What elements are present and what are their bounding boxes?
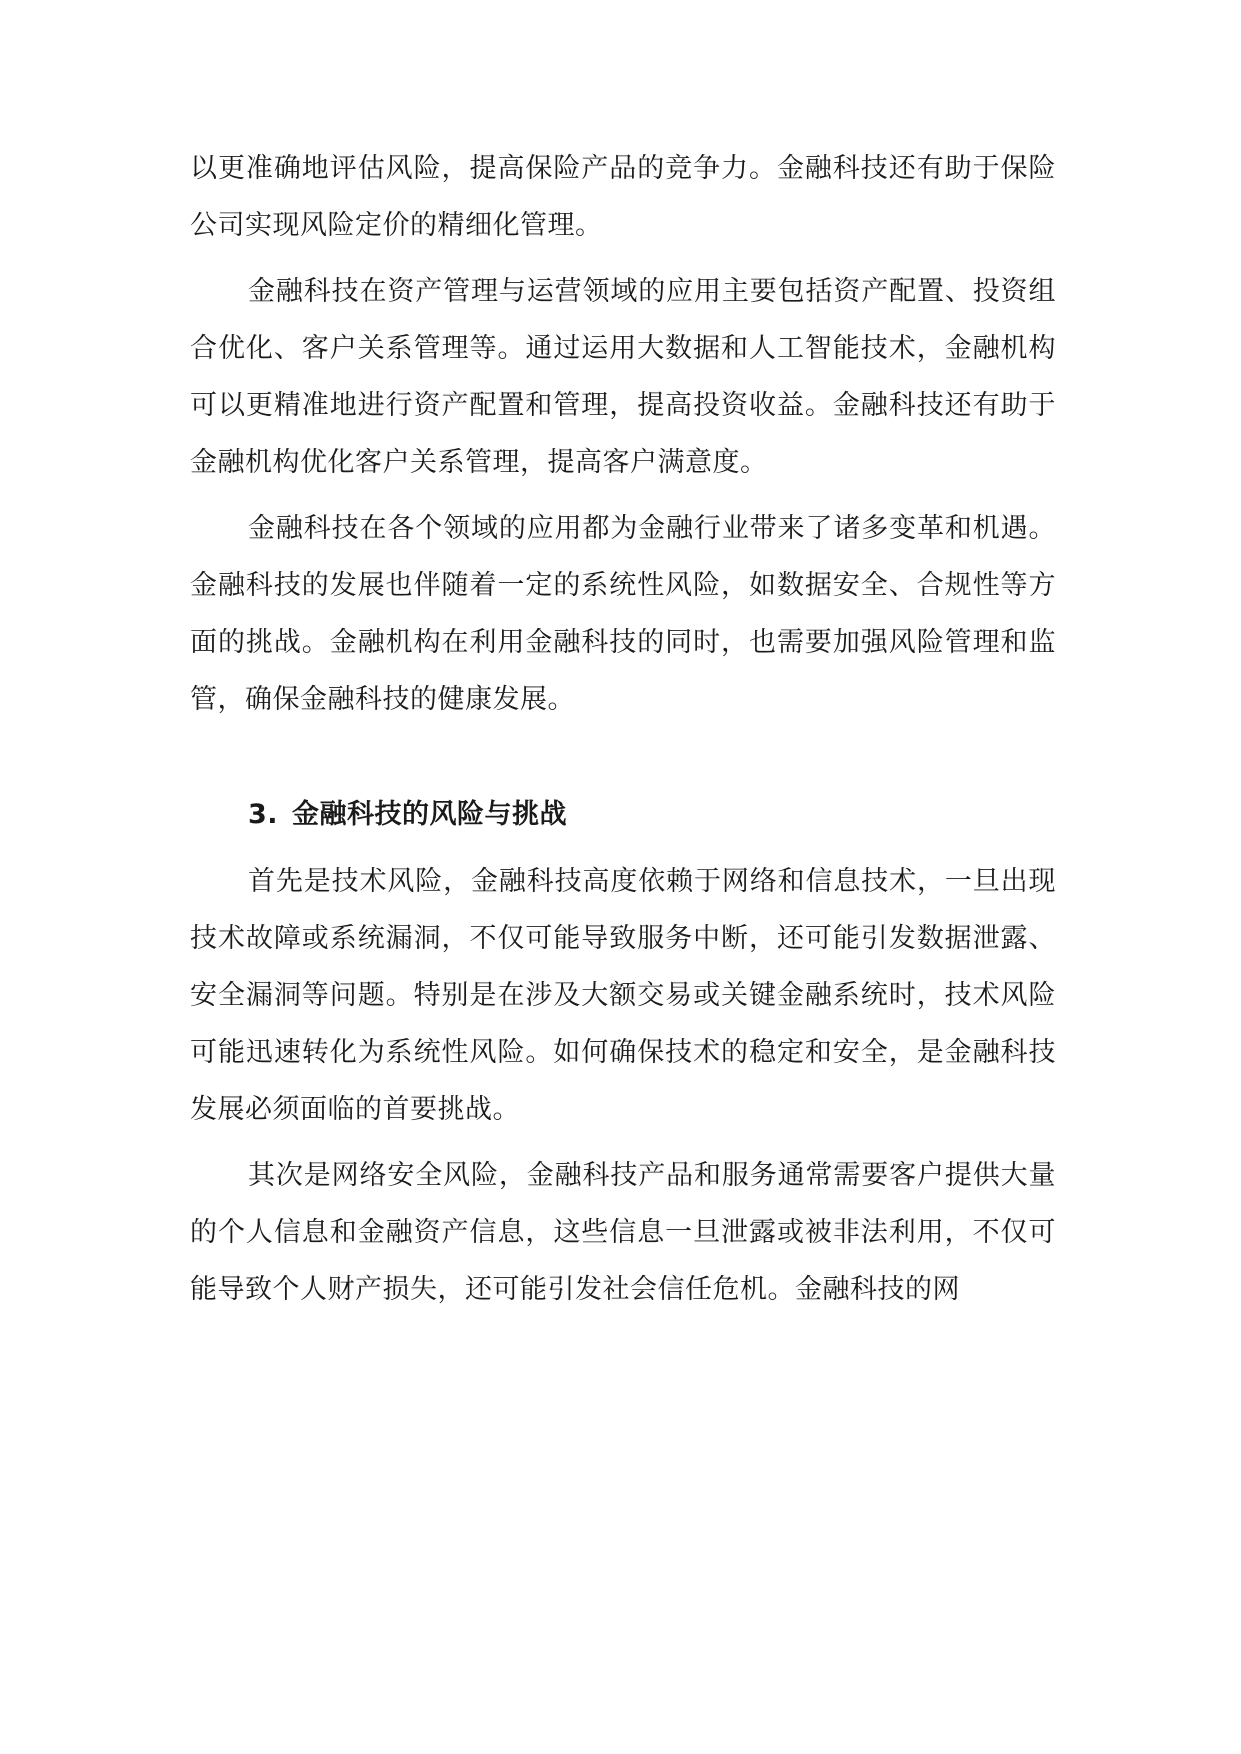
section-number: 3. bbox=[248, 799, 279, 830]
paragraph-industry-changes: 金融科技在各个领域的应用都为金融行业带来了诸多变革和机遇。金融科技的发展也伴随着一定的系统性风险，如数据安全、合规性等方面的挑战。金融机构在利用金融科技的同时，也需要加强风险管理和监管，确保金融科技的健康发展。 bbox=[190, 513, 1056, 715]
section-heading bbox=[190, 786, 1056, 843]
document-body bbox=[190, 140, 1056, 1327]
paragraph-continuation: 以更准确地评估风险，提高保险产品的竞争力。金融科技还有助于保险公司实现风险定价的精细化管理。 bbox=[190, 153, 1056, 241]
paragraph-network-security-risk: 其次是网络安全风险，金融科技产品和服务通常需要客户提供大量的个人信息和金融资产信息，这些信息一旦泄露或被非法利用，不仅可能导致个人财产损失，还可能引发社会信任危机。金融科技的网 bbox=[190, 1160, 1056, 1305]
paragraph-technical-risk: 首先是技术风险，金融科技高度依赖于网络和信息技术，一旦出现技术故障或系统漏洞，不仅可能导致服务中断，还可能引发数据泄露、安全漏洞等问题。特别是在涉及大额交易或关键金融系统时，技术风险可能迅速转化为系统性风险。如何确保技术的稳定和安全，是金融科技发展必须面临的首要挑战。 bbox=[190, 866, 1056, 1125]
paragraph-asset-management: 金融科技在资产管理与运营领域的应用主要包括资产配置、投资组合优化、客户关系管理等。通过运用大数据和人工智能技术，金融机构可以更精准地进行资产配置和管理，提高投资收益。金融科技还有助于金融机构优化客户关系管理，提高客户满意度。 bbox=[190, 276, 1056, 478]
section-title: 金融科技的风险与挑战 bbox=[292, 799, 568, 830]
